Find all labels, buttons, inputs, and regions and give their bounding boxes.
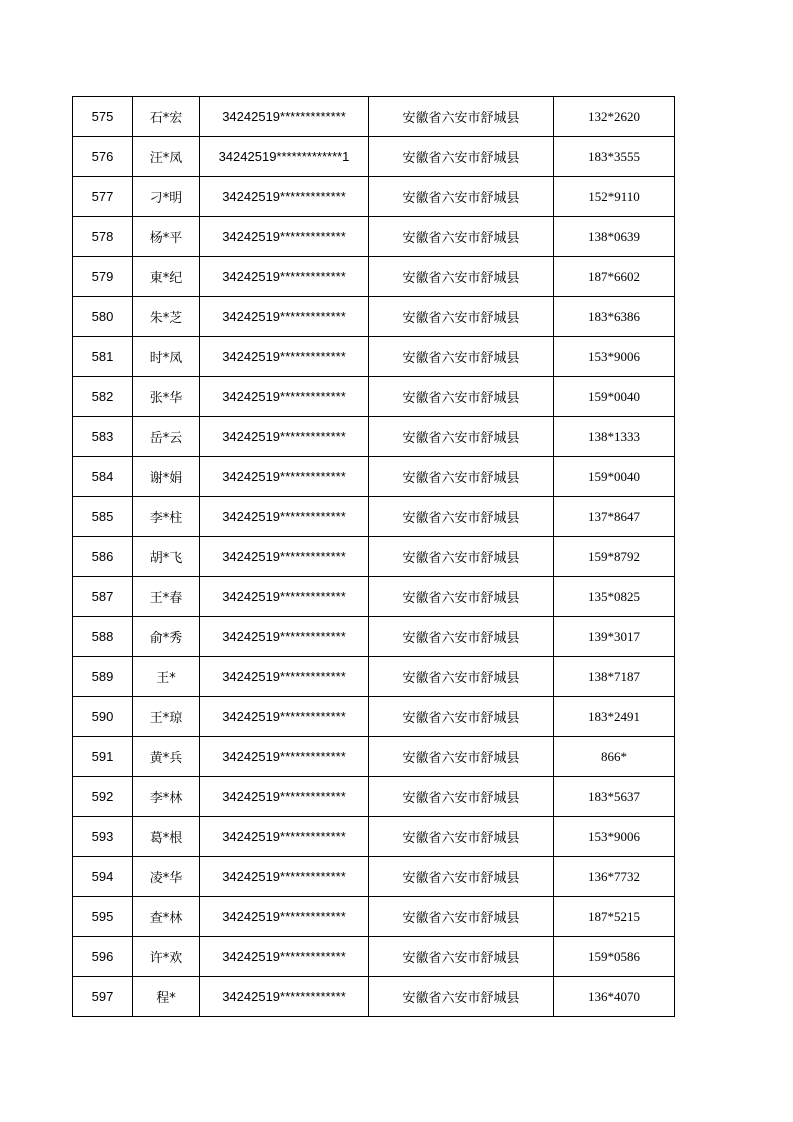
table-row <box>73 377 675 417</box>
address-cell: 安徽省六安市舒城县 <box>369 817 554 857</box>
person-name-cell: 李*柱 <box>133 497 200 537</box>
roster-table-body <box>73 97 675 1017</box>
row-number-cell: 578 <box>73 217 133 257</box>
address-cell: 安徽省六安市舒城县 <box>369 337 554 377</box>
table-row <box>73 97 675 137</box>
phone-cell: 183*2491 <box>554 697 675 737</box>
address-cell: 安徽省六安市舒城县 <box>369 577 554 617</box>
table-row <box>73 217 675 257</box>
phone-cell: 866* <box>554 737 675 777</box>
table-row <box>73 177 675 217</box>
row-number-cell: 588 <box>73 617 133 657</box>
id-number-cell: 34242519************* <box>200 297 369 337</box>
id-number-cell: 34242519************* <box>200 737 369 777</box>
phone-cell: 183*6386 <box>554 297 675 337</box>
phone-cell: 159*0586 <box>554 937 675 977</box>
id-number-cell: 34242519************* <box>200 97 369 137</box>
phone-cell: 138*7187 <box>554 657 675 697</box>
address-cell: 安徽省六安市舒城县 <box>369 377 554 417</box>
person-name-cell: 凌*华 <box>133 857 200 897</box>
person-name-cell: 李*林 <box>133 777 200 817</box>
row-number-cell: 575 <box>73 97 133 137</box>
phone-cell: 137*8647 <box>554 497 675 537</box>
phone-cell: 136*4070 <box>554 977 675 1017</box>
phone-cell: 159*8792 <box>554 537 675 577</box>
row-number-cell: 593 <box>73 817 133 857</box>
address-cell: 安徽省六安市舒城县 <box>369 297 554 337</box>
phone-cell: 135*0825 <box>554 577 675 617</box>
address-cell: 安徽省六安市舒城县 <box>369 737 554 777</box>
person-name-cell: 查*林 <box>133 897 200 937</box>
person-name-cell: 俞*秀 <box>133 617 200 657</box>
table-row <box>73 537 675 577</box>
table-row <box>73 617 675 657</box>
row-number-cell: 596 <box>73 937 133 977</box>
person-name-cell: 胡*飞 <box>133 537 200 577</box>
id-number-cell: 34242519************* <box>200 937 369 977</box>
address-cell: 安徽省六安市舒城县 <box>369 617 554 657</box>
row-number-cell: 577 <box>73 177 133 217</box>
id-number-cell: 34242519************* <box>200 337 369 377</box>
person-name-cell: 朱*芝 <box>133 297 200 337</box>
person-name-cell: 黄*兵 <box>133 737 200 777</box>
row-number-cell: 590 <box>73 697 133 737</box>
id-number-cell: 34242519************* <box>200 177 369 217</box>
id-number-cell: 34242519************* <box>200 457 369 497</box>
id-number-cell: 34242519************* <box>200 657 369 697</box>
phone-cell: 159*0040 <box>554 377 675 417</box>
phone-cell: 183*3555 <box>554 137 675 177</box>
address-cell: 安徽省六安市舒城县 <box>369 257 554 297</box>
person-name-cell: 刁*明 <box>133 177 200 217</box>
table-row <box>73 857 675 897</box>
table-row <box>73 257 675 297</box>
person-name-cell: 東*纪 <box>133 257 200 297</box>
id-number-cell: 34242519************* <box>200 417 369 457</box>
id-number-cell: 34242519************* <box>200 617 369 657</box>
id-number-cell: 34242519************* <box>200 857 369 897</box>
table-row <box>73 417 675 457</box>
table-row <box>73 137 675 177</box>
row-number-cell: 592 <box>73 777 133 817</box>
person-name-cell: 张*华 <box>133 377 200 417</box>
person-name-cell: 王*琼 <box>133 697 200 737</box>
id-number-cell: 34242519************* <box>200 817 369 857</box>
phone-cell: 139*3017 <box>554 617 675 657</box>
address-cell: 安徽省六安市舒城县 <box>369 97 554 137</box>
id-number-cell: 34242519************* <box>200 537 369 577</box>
phone-cell: 159*0040 <box>554 457 675 497</box>
id-number-cell: 34242519************* <box>200 497 369 537</box>
id-number-cell: 34242519************* <box>200 777 369 817</box>
table-row <box>73 337 675 377</box>
table-row <box>73 977 675 1017</box>
table-row <box>73 657 675 697</box>
row-number-cell: 587 <box>73 577 133 617</box>
person-name-cell: 王* <box>133 657 200 697</box>
phone-cell: 153*9006 <box>554 337 675 377</box>
table-row <box>73 297 675 337</box>
address-cell: 安徽省六安市舒城县 <box>369 497 554 537</box>
row-number-cell: 589 <box>73 657 133 697</box>
table-row <box>73 897 675 937</box>
id-number-cell: 34242519************* <box>200 377 369 417</box>
id-number-cell: 34242519************* <box>200 697 369 737</box>
person-name-cell: 王*春 <box>133 577 200 617</box>
id-number-cell: 34242519************* <box>200 217 369 257</box>
table-row <box>73 777 675 817</box>
table-row <box>73 457 675 497</box>
id-number-cell: 34242519************* <box>200 977 369 1017</box>
address-cell: 安徽省六安市舒城县 <box>369 977 554 1017</box>
address-cell: 安徽省六安市舒城县 <box>369 897 554 937</box>
phone-cell: 153*9006 <box>554 817 675 857</box>
address-cell: 安徽省六安市舒城县 <box>369 857 554 897</box>
person-name-cell: 程* <box>133 977 200 1017</box>
row-number-cell: 584 <box>73 457 133 497</box>
row-number-cell: 583 <box>73 417 133 457</box>
table-row <box>73 577 675 617</box>
phone-cell: 132*2620 <box>554 97 675 137</box>
address-cell: 安徽省六安市舒城县 <box>369 457 554 497</box>
phone-cell: 187*5215 <box>554 897 675 937</box>
row-number-cell: 579 <box>73 257 133 297</box>
id-number-cell: 34242519************* <box>200 257 369 297</box>
person-name-cell: 谢*娟 <box>133 457 200 497</box>
address-cell: 安徽省六安市舒城县 <box>369 177 554 217</box>
phone-cell: 138*0639 <box>554 217 675 257</box>
id-number-cell: 34242519************* <box>200 577 369 617</box>
address-cell: 安徽省六安市舒城县 <box>369 937 554 977</box>
id-number-cell: 34242519************* <box>200 897 369 937</box>
phone-cell: 183*5637 <box>554 777 675 817</box>
phone-cell: 136*7732 <box>554 857 675 897</box>
row-number-cell: 580 <box>73 297 133 337</box>
address-cell: 安徽省六安市舒城县 <box>369 777 554 817</box>
table-row <box>73 817 675 857</box>
row-number-cell: 576 <box>73 137 133 177</box>
person-name-cell: 时*凤 <box>133 337 200 377</box>
id-number-cell: 34242519*************1 <box>200 137 369 177</box>
row-number-cell: 586 <box>73 537 133 577</box>
person-name-cell: 葛*根 <box>133 817 200 857</box>
person-name-cell: 岳*云 <box>133 417 200 457</box>
address-cell: 安徽省六安市舒城县 <box>369 657 554 697</box>
phone-cell: 138*1333 <box>554 417 675 457</box>
person-name-cell: 杨*平 <box>133 217 200 257</box>
phone-cell: 187*6602 <box>554 257 675 297</box>
address-cell: 安徽省六安市舒城县 <box>369 697 554 737</box>
address-cell: 安徽省六安市舒城县 <box>369 217 554 257</box>
phone-cell: 152*9110 <box>554 177 675 217</box>
row-number-cell: 591 <box>73 737 133 777</box>
person-name-cell: 汪*凤 <box>133 137 200 177</box>
row-number-cell: 594 <box>73 857 133 897</box>
table-row <box>73 737 675 777</box>
person-name-cell: 许*欢 <box>133 937 200 977</box>
row-number-cell: 581 <box>73 337 133 377</box>
table-row <box>73 697 675 737</box>
roster-table <box>72 96 675 1017</box>
address-cell: 安徽省六安市舒城县 <box>369 417 554 457</box>
row-number-cell: 597 <box>73 977 133 1017</box>
row-number-cell: 585 <box>73 497 133 537</box>
table-row <box>73 497 675 537</box>
table-row <box>73 937 675 977</box>
row-number-cell: 595 <box>73 897 133 937</box>
address-cell: 安徽省六安市舒城县 <box>369 537 554 577</box>
person-name-cell: 石*宏 <box>133 97 200 137</box>
row-number-cell: 582 <box>73 377 133 417</box>
address-cell: 安徽省六安市舒城县 <box>369 137 554 177</box>
